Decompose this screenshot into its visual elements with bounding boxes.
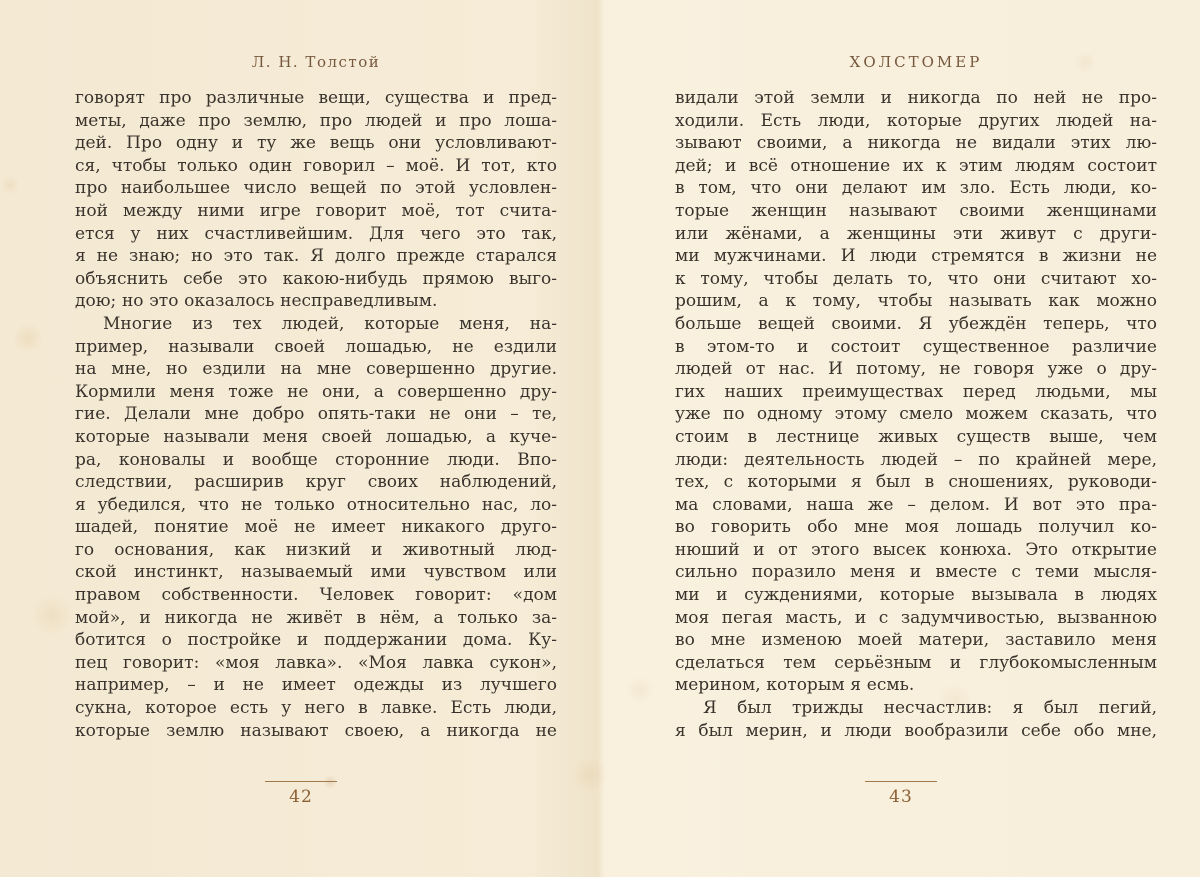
text-line: пец говорит: «моя лавка». «Моя лавка сукон»,	[75, 652, 557, 673]
folio-left	[251, 781, 351, 807]
text-line: я не знаю; но это так. Я долго прежде старался	[75, 246, 557, 267]
text-line: торые женщин называют своими женщинами	[675, 200, 1157, 221]
text-line: ской инстинкт, называемый ими чувством или	[75, 562, 557, 583]
text-line: которые землю называют своею, а никогда не	[75, 720, 557, 741]
text-line: объяснить себе это какою-нибудь прямою выго-	[75, 268, 557, 289]
text-line: я был мерин, и люди вообразили себе обо мне,	[675, 720, 1157, 741]
text-line: гих наших преимуществах перед людьми, мы	[675, 381, 1157, 402]
paragraph	[675, 697, 1157, 742]
paragraph	[75, 87, 557, 313]
page-body	[75, 87, 557, 742]
text-line: людей от нас. И потому, не говоря уже о дру-	[675, 359, 1157, 380]
text-line: ра, коновалы и вообще сторонние люди. Впо-	[75, 449, 557, 470]
text-line: го основания, как низкий и животный люд-	[75, 539, 557, 560]
text-line: правом собственности. Человек говорит: «дом	[75, 585, 557, 606]
text-line: ми и суждениями, которые вызывала в людях	[675, 585, 1157, 606]
text-line: дою; но это оказалось несправедливым.	[75, 291, 438, 312]
text-line: гие. Делали мне добро опять-таки не они – те,	[75, 404, 557, 425]
paragraph	[675, 87, 1157, 697]
running-header-author: Л. Н. Толстой	[251, 53, 381, 71]
text-line: стоим в лестнице живых существ выше, чем	[675, 426, 1157, 447]
text-line: дей. Про одну и ту же вещь они условливают-	[75, 133, 557, 154]
text-line: Кормили меня тоже не они, а совершенно дру-	[75, 381, 557, 402]
page-left	[75, 0, 557, 877]
text-line: меты, даже про землю, про людей и про лоша-	[75, 110, 557, 131]
text-line: следствии, расширив круг своих наблюдений,	[75, 472, 557, 493]
text-line: уже по одному этому смело можем сказать, что	[675, 404, 1157, 425]
folio-right	[851, 781, 951, 807]
text-line: про наибольшее число вещей по этой условлен-	[75, 178, 557, 199]
text-line: мерином, которым я есмь.	[675, 675, 915, 696]
text-line: на мне, но ездили на мне совершенно другие.	[75, 359, 557, 380]
text-line: к тому, чтобы делать то, что они считают хо-	[675, 268, 1157, 289]
text-line: в том, что они делают им зло. Есть люди, ко-	[675, 178, 1157, 199]
text-line: во мне изменою моей матери, заставило меня	[675, 630, 1157, 651]
running-header-title: ХОЛСТОМЕР	[849, 53, 983, 71]
text-line: зывают своими, а никогда не видали этих лю-	[675, 133, 1157, 154]
text-line: ходили. Есть люди, которые других людей на-	[675, 110, 1157, 131]
text-line: видали этой земли и никогда по ней не про-	[675, 88, 1157, 108]
text-line: дей; и всё отношение их к этим людям состоит	[675, 155, 1157, 176]
folio-rule	[265, 781, 337, 782]
text-line: мой», и никогда не живёт в нём, а только за-	[75, 607, 557, 628]
text-line: ется у них счастливейшим. Для чего это так,	[75, 223, 557, 244]
text-line: Многие из тех людей, которые меня, на-	[103, 313, 557, 334]
text-line: ботится о постройке и поддержании дома. Ку-	[75, 630, 557, 651]
text-line: я убедился, что не только относительно нас, ло-	[75, 494, 557, 515]
text-line: говорят про различные вещи, существа и пред-	[75, 88, 557, 108]
text-line: тех, с которыми я был в сношениях, руководи-	[675, 472, 1157, 493]
text-line: например, – и не имеет одежды из лучшего	[75, 675, 557, 696]
text-line: ми мужчинами. И люди стремятся в жизни не	[675, 246, 1157, 267]
page-number: 42	[289, 787, 313, 807]
text-line: ся, чтобы только один говорил – моё. И тот, кто	[75, 155, 557, 176]
page-number: 43	[889, 787, 913, 807]
text-line: пример, называли своей лошадью, не ездили	[75, 336, 557, 357]
folio-rule	[865, 781, 937, 782]
text-line: сильно поразило меня и вместе с теми мысля-	[675, 562, 1157, 583]
text-line: ма словами, наша же – делом. И вот это пра-	[675, 494, 1157, 515]
text-line: рошим, а к тому, чтобы называть как можно	[675, 291, 1157, 312]
text-line: сукна, которое есть у него в лавке. Есть люди,	[75, 698, 557, 719]
text-line: во говорить обо мне моя лошадь получил ко-	[675, 517, 1157, 538]
text-line: ной между ними игре говорит моё, тот счита-	[75, 200, 557, 221]
text-line: шадей, понятие моё не имеет никакого друго-	[75, 517, 557, 538]
text-line: сделаться тем серьёзным и глубокомысленным	[675, 652, 1157, 673]
text-line: Я был трижды несчастлив: я был пегий,	[703, 698, 1157, 719]
text-line: нюший и от этого высек конюха. Это открытие	[675, 539, 1157, 560]
text-line: или жёнами, а женщины эти живут с други-	[675, 223, 1157, 244]
text-line: больше вещей своими. Я убеждён теперь, что	[675, 313, 1157, 334]
text-line: которые называли меня своей лошадью, а куче-	[75, 426, 557, 447]
page-body	[675, 87, 1157, 742]
page-right	[675, 0, 1157, 877]
text-line: люди: деятельность людей – по крайней мере,	[675, 449, 1157, 470]
text-line: в этом-то и состоит существенное различие	[675, 336, 1157, 357]
text-line: моя пегая масть, и с задумчивостью, вызванною	[675, 607, 1157, 628]
paragraph	[75, 313, 557, 742]
